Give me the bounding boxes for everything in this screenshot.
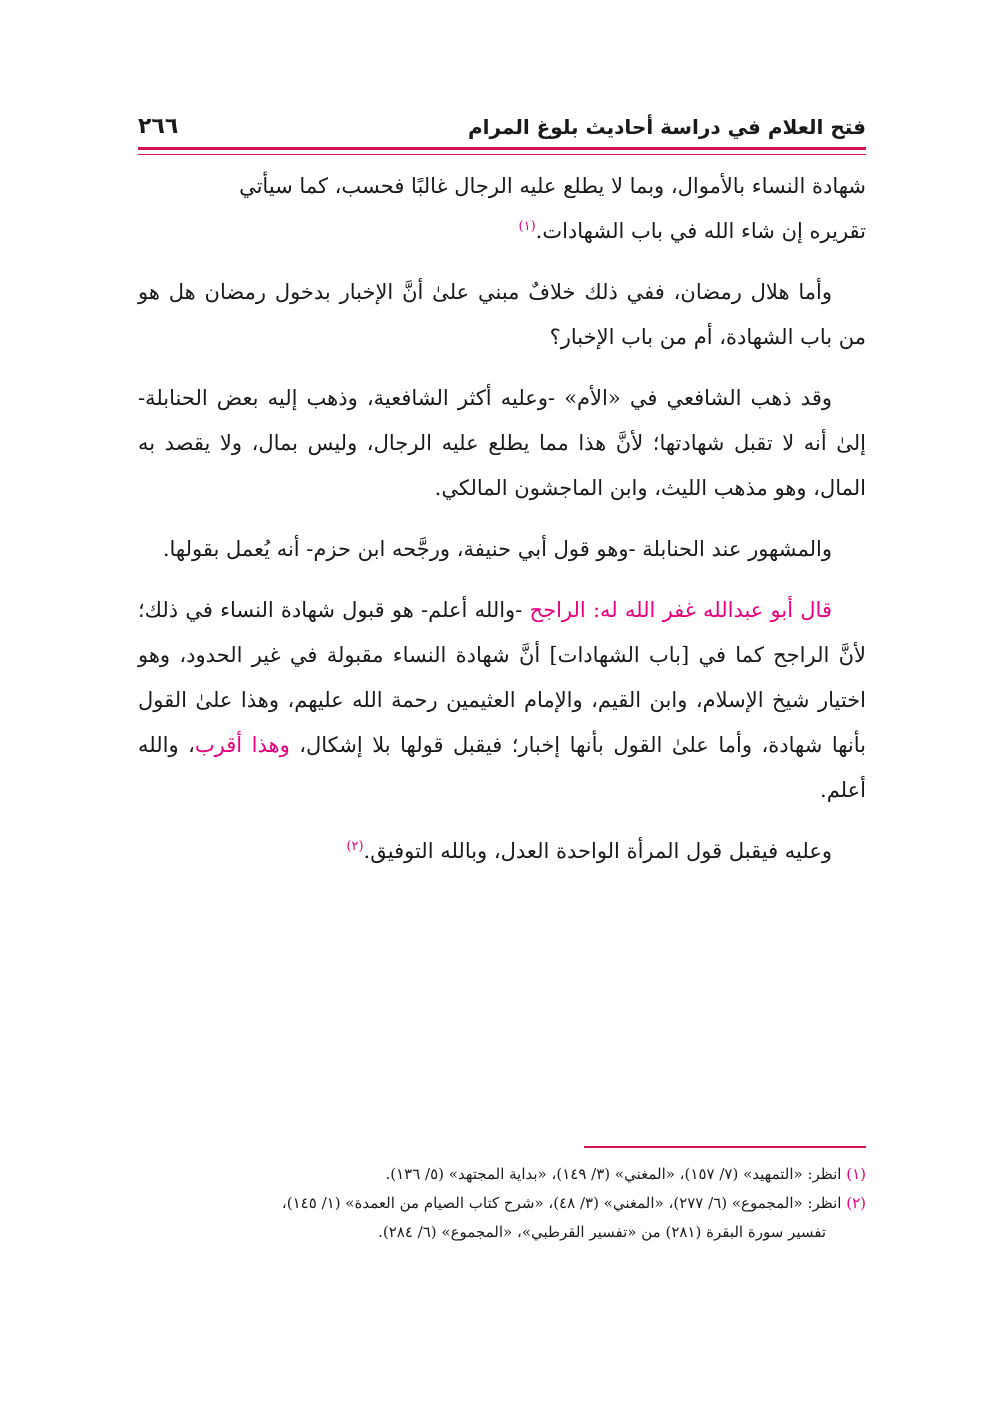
footnote-2 [138, 1189, 866, 1218]
paragraph-6 [138, 829, 866, 874]
footnote-1-number: (١) [846, 1165, 866, 1183]
footnote-ref-1[interactable]: (١) [518, 219, 536, 234]
book-title: فتح العلام في دراسة أحاديث بلوغ المرام [467, 115, 866, 139]
footnote-2-number: (٢) [846, 1194, 866, 1212]
paragraph-1 [138, 164, 866, 254]
paragraph-2: وأما هلال رمضان، ففي ذلك خلافٌ مبني علىٰ أنَّ الإخبار بدخول رمضان هل هو من باب الشهادة، أم من باب الإخبار؟ [138, 280, 866, 349]
footnote-2-continuation: تفسير سورة البقرة (٢٨١) من «تفسير القرطبي»، «المجموع» (٦/ ٢٨٤). [378, 1223, 826, 1241]
rajih-label: الراجح [529, 598, 586, 622]
header-rule-thin [138, 154, 866, 155]
paragraph-1-line-1: شهادة النساء بالأموال، وبما لا يطلع عليه الرجال غالبًا فحسب، كما سيأتي [239, 174, 866, 198]
paragraph-5-end: ، والله أعلم. [138, 733, 866, 802]
paragraph-6-text: وعليه فيقبل قول المرأة الواحدة العدل، وبالله التوفيق. [363, 839, 832, 863]
paragraph-3: وقد ذهب الشافعي في «الأم» -وعليه أكثر الشافعية، وذهب إليه بعض الحنابلة- إلىٰ أنه لا تقبل شهادتها؛ لأنَّ هذا مما يطلع عليه الرجال، وليس بمال، ولا يقصد به المال، وهو مذهب الليث، وابن الماجشون المالكي. [138, 386, 866, 500]
footnotes [138, 1160, 866, 1247]
aqrab-label: وهذا أقرب [194, 733, 290, 757]
running-header [138, 112, 866, 152]
footnote-ref-2[interactable]: (٢) [346, 839, 364, 854]
paragraph-4: والمشهور عند الحنابلة -وهو قول أبي حنيفة، ورجَّحه ابن حزم- أنه يُعمل بقولها. [162, 537, 832, 561]
footnote-1-text: انظر: «التمهيد» (٧/ ١٥٧)، «المغني» (٣/ ١٤٩)، «بداية المجتهد» (٥/ ١٣٦). [385, 1165, 842, 1183]
footnote-2-line-1: انظر: «المجموع» (٦/ ٢٧٧)، «المغني» (٣/ ٤٨)، «شرح كتاب الصيام من العمدة» (١/ ١٤٥)، [281, 1194, 842, 1212]
header-rule-thick [138, 147, 866, 150]
page-number: ٢٦٦ [138, 114, 179, 139]
paragraph-5-text: -والله أعلم- هو قبول شهادة النساء في ذلك؛ لأنَّ الراجح كما في [باب الشهادات] أنَّ شهادة النساء مقبولة في غير الحدود، وهو اختيار شيخ الإسلام، وابن القيم، والإمام العثيمين رحمة الله عليهم، وهذا علىٰ القول بأنها شهادة، وأما علىٰ القول بأنها إخبار؛ فيقبل قولها بلا إشكال، [138, 598, 866, 757]
main-text [138, 164, 866, 874]
paragraph-1-line-2: تقريره إن شاء الله في باب الشهادات. [535, 219, 866, 243]
footnote-1 [138, 1160, 866, 1189]
paragraph-5 [138, 588, 866, 813]
author-attribution: قال أبو عبدالله غفر الله له: [592, 598, 832, 622]
footnote-separator [584, 1146, 866, 1148]
